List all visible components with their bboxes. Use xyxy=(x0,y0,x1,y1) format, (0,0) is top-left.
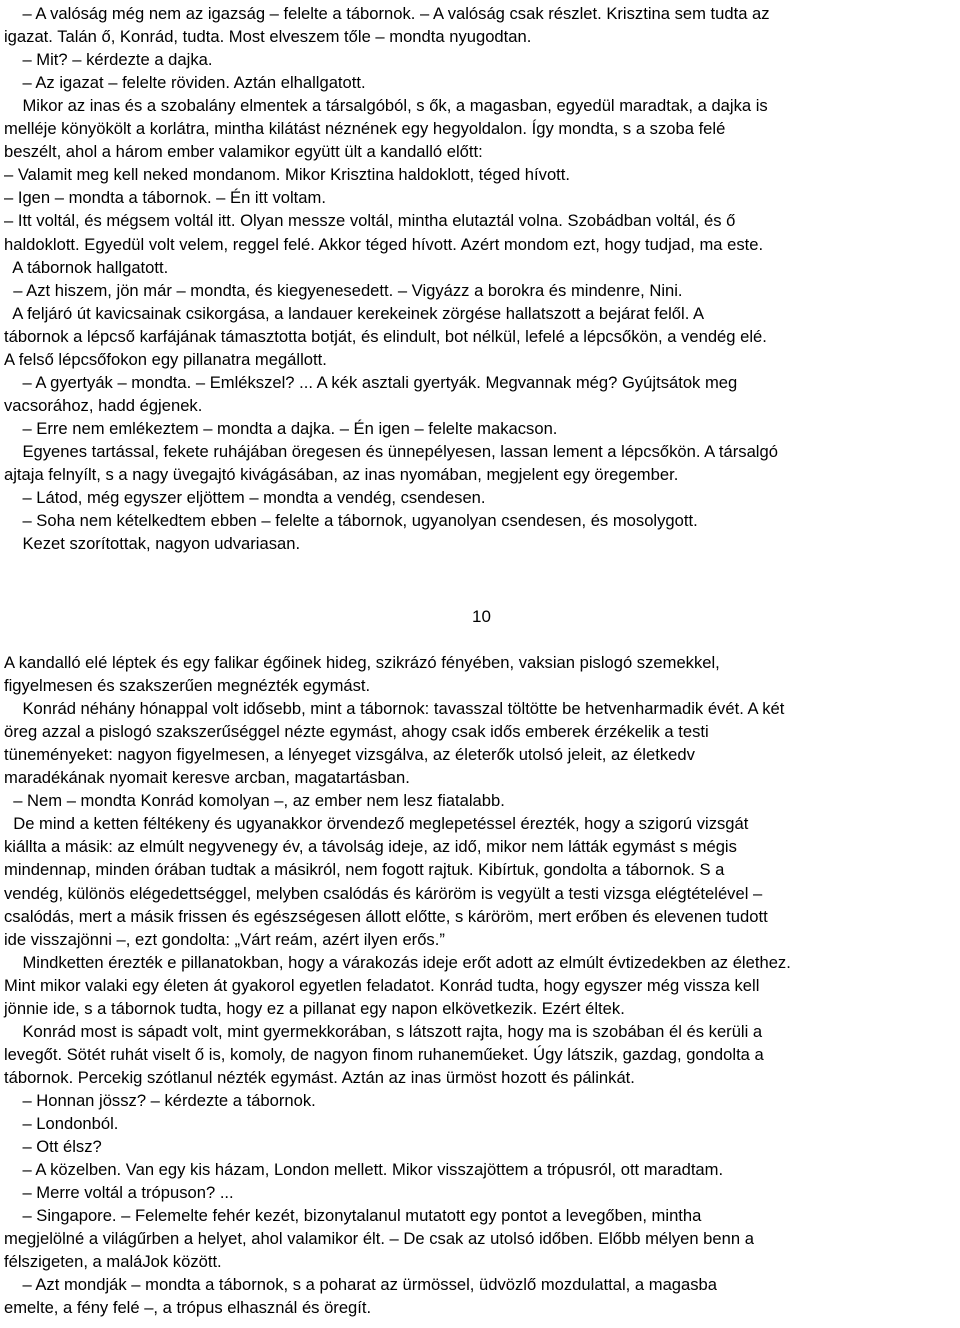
text-line: vendég, különös elégedettséggel, melyben csalódás és káröröm is vegyült a testi vizsga elégtételével – xyxy=(4,883,763,903)
text-line: – Látod, még egyszer eljöttem – mondta a vendég, csendesen. xyxy=(4,488,486,508)
text-line: – Ott élsz? xyxy=(4,1137,102,1157)
text-line: Mindketten érezték e pillanatokban, hogy a várakozás ideje erőt adott az elmúlt évtizedekben az élethez. xyxy=(4,952,791,972)
text-line: – A valóság még nem az igazság – felelte a tábornok. – A valóság csak részlet. Krisztina sem tudta az xyxy=(4,4,770,23)
text-line: tábornok a lépcső karfájának támasztotta botját, és elindult, bot nélkül, lefelé a lépcsőkön, a vendég elé. xyxy=(4,326,767,346)
text-line: – Merre voltál a trópuson? ... xyxy=(4,1183,234,1203)
text-line: Egyenes tartással, fekete ruhájában öregesen és ünnepélyesen, lassan lement a lépcsőkön. A társalgó xyxy=(4,441,778,461)
text-line: – Londonból. xyxy=(4,1114,119,1133)
text-line: figyelmesen és szakszerűen megnézték egymást. xyxy=(4,676,371,696)
text-line: maradékának nyomait keresve arcban, magatartásban. xyxy=(4,768,410,788)
text-line: félszigeten, a maláJok között. xyxy=(4,1252,222,1272)
text-line: A feljáró út kavicsainak csikorgása, a landauer kerekeinek zörgése hallatszott a bejárat felől. A xyxy=(4,303,705,323)
text-line: melléje könyökölt a korlátra, mintha kilátást néznének egy hegyoldalon. Így mondta, s a szoba felé xyxy=(4,119,726,139)
text-line: vacsorához, hadd égjenek. xyxy=(4,395,203,415)
text-line: – Itt voltál, és mégsem voltál itt. Olyan messze voltál, mintha elutaztál volna. Szobádban voltál, és ő xyxy=(4,211,736,231)
text-line: Mikor az inas és a szobalány elmentek a társalgóból, s ők, a magasban, egyedül maradtak, a dajka is xyxy=(4,96,768,116)
text-line: De mind a ketten féltékeny és ugyanakkor örvendező meglepetéssel érezték, hogy a szigorú vizsgát xyxy=(4,814,749,834)
page-number: 10 xyxy=(472,607,491,626)
text-line: – Nem – mondta Konrád komolyan –, az ember nem lesz fiatalabb. xyxy=(4,791,505,811)
text-line: – Valamit meg kell neked mondanom. Mikor Krisztina haldoklott, téged hívott. xyxy=(4,165,571,185)
text-line: ide visszajönni –, ezt gondolta: „Várt reám, azért ilyen erős.” xyxy=(4,929,445,949)
text-line: megjelölné a világűrben a helyet, ahol valamikor élt. – De csak az utolsó időben. Előbb mélyen benn a xyxy=(4,1229,754,1249)
text-line: haldoklott. Egyedül volt velem, reggel felé. Akkor téged hívott. Azért mondom ezt, hogy tudjad, ma este. xyxy=(4,234,764,254)
text-line: – Igen – mondta a tábornok. – Én itt voltam. xyxy=(4,188,326,208)
text-line: A kandalló elé léptek és egy falikar égőinek hideg, szikrázó fényében, vaksian pislogó szemekkel, xyxy=(4,653,720,672)
text-line: – Honnan jössz? – kérdezte a tábornok. xyxy=(4,1090,316,1110)
text-line: kiállta a másik: az elmúlt negyvenegy év, a távolság ideje, az idő, mikor nem látták egymást s mégis xyxy=(4,837,737,857)
text-line: – Erre nem emlékeztem – mondta a dajka. – Én igen – felelte makacson. xyxy=(4,418,558,438)
text-line: tüneményeket: nagyon figyelmesen, a lényeget vizsgálva, az életerők utolsó jeleit, az életkedv xyxy=(4,745,695,765)
text-line: – Soha nem kételkedtem ebben – felelte a tábornok, ugyanolyan csendesen, és mosolygott. xyxy=(4,511,698,531)
text-line: A tábornok hallgatott. xyxy=(4,257,169,277)
text-line: csalódás, mert a másik frissen és egészségesen állott előtte, s káröröm, mert erőben és elevenen tudott xyxy=(4,906,768,926)
text-line: Kezet szorítottak, nagyon udvariasan. xyxy=(4,534,301,554)
text-line: – Azt hiszem, jön már – mondta, és kiegyenesedett. – Vigyázz a borokra és mindenre, Nini. xyxy=(4,280,683,300)
text-line: jönnie ide, s a tábornok tudta, hogy ez a pillanat egy napon elkövetkezik. Ezért éltek. xyxy=(4,998,625,1018)
text-line: beszélt, ahol a három ember valamikor együtt ült a kandalló előtt: xyxy=(4,142,483,162)
text-line: A felső lépcsőfokon egy pillanatra megállott. xyxy=(4,349,327,369)
text-line: – A közelben. Van egy kis házam, London mellett. Mikor visszajöttem a trópusról, ott maradtam. xyxy=(4,1160,724,1180)
text-line: ajtaja felnyílt, s a nagy üvegajtó kivágásában, az inas nyomában, megjelent egy öregember. xyxy=(4,465,679,484)
text-line: Konrád most is sápadt volt, mint gyermekkorában, s látszott rajta, hogy ma is szobában él és kerüli a xyxy=(4,1021,763,1041)
text-line: Konrád néhány hónappal volt idősebb, mint a tábornok: tavasszal töltötte be hetvenharmadik évét. A két xyxy=(4,699,785,719)
text-line: Mint mikor valaki egy életen át gyakorol egyetlen feladatot. Konrád tudta, hogy egyszer még vissza kell xyxy=(4,975,760,995)
text-line: mindennap, minden órában tudtak a másikról, nem fogott rajtuk. Kibírtuk, gondolta a tábornok. S a xyxy=(4,860,725,880)
text-line: – Mit? – kérdezte a dajka. xyxy=(4,50,213,70)
text-line: – Singapore. – Felemelte fehér kezét, bizonytalanul mutatott egy pontot a levegőben, mintha xyxy=(4,1206,702,1226)
text-line: – A gyertyák – mondta. – Emlékszel? ... A kék asztali gyertyák. Megvannak még? Gyújtsátok meg xyxy=(4,372,738,392)
text-line: öreg azzal a pislogó szakszerűséggel nézte egymást, ahogy csak idős emberek érzékelik a testi xyxy=(4,722,709,742)
text-line: – Az igazat – felelte röviden. Aztán elhallgatott. xyxy=(4,73,366,93)
text-line: igazat. Talán ő, Konrád, tudta. Most elveszem tőle – mondta nyugodtan. xyxy=(4,27,532,47)
text-line: emelte, a fény felé –, a trópus elhasznál és öregít. xyxy=(4,1298,372,1318)
text-line: – Azt mondják – mondta a tábornok, s a poharat az ürmössel, üdvözlő mozdulattal, a magasba xyxy=(4,1275,718,1295)
text-line: tábornok. Percekig szótlanul nézték egymást. Aztán az inas ürmöst hozott és pálinkát. xyxy=(4,1067,635,1087)
text-line: levegőt. Sötét ruhát viselt ő is, komoly, de nagyon finom ruhaneműeket. Úgy látszik, gazdag, gondolta a xyxy=(4,1044,764,1064)
